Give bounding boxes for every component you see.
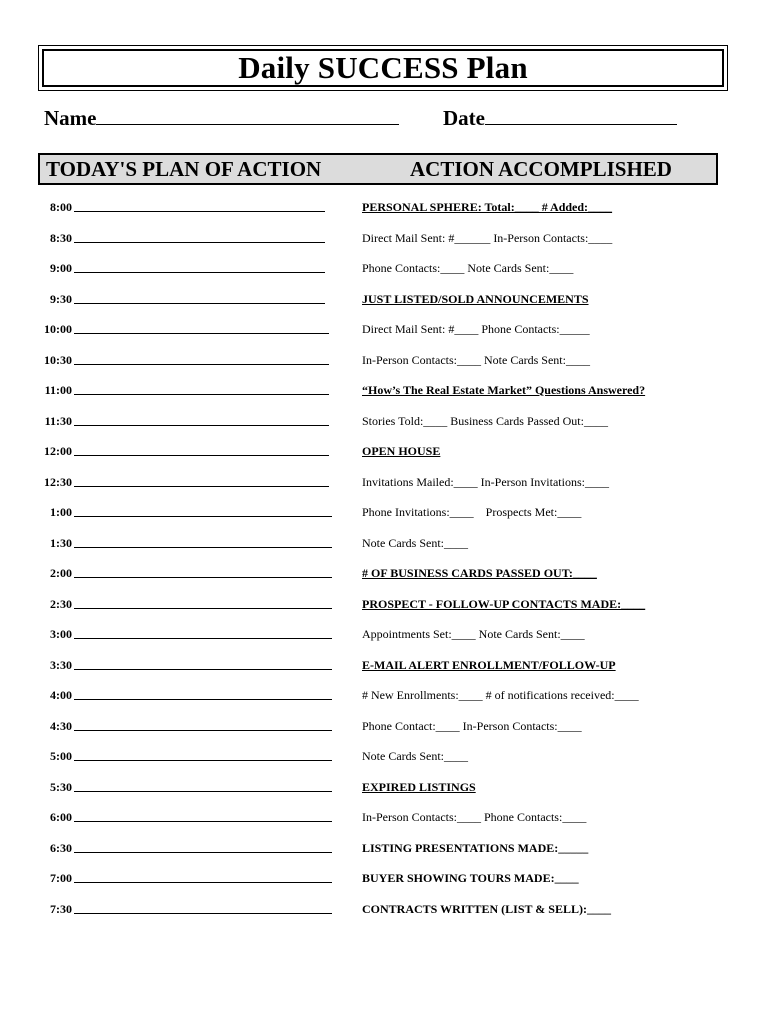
time-label: 12:30: [44, 474, 72, 489]
time-label: 2:00: [50, 566, 72, 580]
time-label: 5:30: [50, 779, 72, 794]
schedule-row: [0, 475, 770, 495]
time-label: 8:00: [50, 200, 72, 214]
schedule-row: [0, 780, 770, 800]
plan-entry-line[interactable]: [74, 597, 332, 609]
time-label: 10:00: [44, 322, 72, 336]
schedule-row: [0, 261, 770, 281]
time-label: 11:00: [44, 383, 72, 397]
time-label: 6:00: [50, 810, 72, 824]
schedule-row: [0, 566, 770, 586]
accomplished-item: Direct Mail Sent: #______ In-Person Contacts:____: [362, 230, 613, 245]
accomplished-item: EXPIRED LISTINGS: [362, 779, 476, 794]
section-header: [38, 153, 718, 185]
schedule-row: [0, 505, 770, 525]
accomplished-item: # New Enrollments:____ # of notifications received:____: [362, 688, 639, 702]
plan-entry-line[interactable]: [74, 841, 332, 853]
accomplished-item: Note Cards Sent:____: [362, 749, 468, 763]
time-label: 5:00: [50, 749, 72, 763]
accomplished-item: # OF BUSINESS CARDS PASSED OUT:____: [362, 566, 597, 580]
plan-entry-line[interactable]: [74, 383, 329, 395]
accomplished-item: Invitations Mailed:____ In-Person Invitations:____: [362, 474, 609, 489]
plan-entry-line[interactable]: [74, 749, 332, 761]
name-underline[interactable]: [96, 106, 399, 125]
plan-entry-line[interactable]: [74, 444, 329, 456]
date-label: Date: [443, 106, 485, 130]
plan-entry-line[interactable]: [74, 658, 332, 670]
plan-entry-line[interactable]: [74, 719, 332, 731]
accomplished-item: Note Cards Sent:____: [362, 535, 468, 550]
time-label: 12:00: [44, 444, 72, 458]
schedule-row: [0, 688, 770, 708]
time-label: 9:00: [50, 261, 72, 275]
accomplished-item: PERSONAL SPHERE: Total:____ # Added:____: [362, 200, 613, 214]
schedule-row: [0, 353, 770, 373]
accomplished-item: Appointments Set:____ Note Cards Sent:____: [362, 627, 585, 641]
time-label: 11:30: [44, 413, 72, 428]
plan-entry-line[interactable]: [74, 780, 332, 792]
accomplished-item: In-Person Contacts:____ Phone Contacts:____: [362, 810, 587, 824]
accomplished-item: In-Person Contacts:____ Note Cards Sent:____: [362, 352, 590, 367]
accomplished-item: LISTING PRESENTATIONS MADE:_____: [362, 840, 589, 855]
schedule-row: [0, 597, 770, 617]
plan-entry-line[interactable]: [74, 414, 329, 426]
plan-entry-line[interactable]: [74, 871, 332, 883]
plan-entry-line[interactable]: [74, 231, 325, 243]
plan-of-action-heading: TODAY'S PLAN OF ACTION: [46, 157, 322, 181]
time-label: 4:30: [50, 718, 72, 733]
plan-entry-line[interactable]: [74, 322, 329, 334]
schedule-row: [0, 322, 770, 342]
schedule-row: [0, 231, 770, 251]
time-label: 10:30: [44, 352, 72, 367]
plan-entry-line[interactable]: [74, 566, 332, 578]
schedule-row: [0, 902, 770, 922]
accomplished-item: BUYER SHOWING TOURS MADE:____: [362, 871, 579, 885]
accomplished-item: Direct Mail Sent: #____ Phone Contacts:_____: [362, 322, 590, 336]
schedule-row: [0, 200, 770, 220]
plan-entry-line[interactable]: [74, 261, 325, 273]
page-title: Daily SUCCESS Plan: [238, 50, 528, 85]
schedule-row: [0, 719, 770, 739]
accomplished-item: Phone Invitations:____ Prospects Met:____: [362, 505, 582, 519]
plan-entry-line[interactable]: [74, 536, 332, 548]
time-label: 7:30: [50, 901, 72, 916]
schedule-row: [0, 414, 770, 434]
schedule-row: [0, 292, 770, 312]
plan-entry-line[interactable]: [74, 902, 332, 914]
schedule-row: [0, 536, 770, 556]
time-label: 2:30: [50, 596, 72, 611]
time-label: 9:30: [50, 291, 72, 306]
plan-entry-line[interactable]: [74, 627, 332, 639]
schedule-row: [0, 383, 770, 403]
title-box: [38, 45, 728, 91]
plan-entry-line[interactable]: [74, 810, 332, 822]
accomplished-item: PROSPECT - FOLLOW-UP CONTACTS MADE:____: [362, 596, 646, 611]
time-label: 6:30: [50, 840, 72, 855]
plan-entry-line[interactable]: [74, 200, 325, 212]
title-frame: [42, 49, 724, 87]
plan-entry-line[interactable]: [74, 505, 332, 517]
accomplished-item: Phone Contact:____ In-Person Contacts:____: [362, 718, 582, 733]
schedule-row: [0, 749, 770, 769]
time-label: 4:00: [50, 688, 72, 702]
schedule-row: [0, 658, 770, 678]
time-label: 1:00: [50, 505, 72, 519]
plan-entry-line[interactable]: [74, 353, 329, 365]
time-label: 1:30: [50, 535, 72, 550]
name-field[interactable]: [44, 106, 399, 131]
schedule-row: [0, 871, 770, 891]
plan-entry-line[interactable]: [74, 292, 325, 304]
accomplished-item: Phone Contacts:____ Note Cards Sent:____: [362, 261, 574, 275]
time-label: 8:30: [50, 230, 72, 245]
schedule-row: [0, 810, 770, 830]
name-label: Name: [44, 106, 97, 130]
accomplished-item: E-MAIL ALERT ENROLLMENT/FOLLOW-UP: [362, 657, 616, 672]
accomplished-item: OPEN HOUSE: [362, 444, 441, 458]
time-label: 3:30: [50, 657, 72, 672]
accomplished-item: JUST LISTED/SOLD ANNOUNCEMENTS: [362, 291, 589, 306]
date-underline[interactable]: [485, 106, 677, 125]
action-accomplished-heading: ACTION ACCOMPLISHED: [410, 157, 672, 181]
time-label: 3:00: [50, 627, 72, 641]
accomplished-item: Stories Told:____ Business Cards Passed Out:____: [362, 413, 608, 428]
plan-entry-line[interactable]: [74, 688, 332, 700]
time-label: 7:00: [50, 871, 72, 885]
schedule-row: [0, 444, 770, 464]
plan-entry-line[interactable]: [74, 475, 329, 487]
accomplished-item: CONTRACTS WRITTEN (LIST & SELL):____: [362, 901, 611, 916]
schedule-row: [0, 841, 770, 861]
schedule-row: [0, 627, 770, 647]
date-field[interactable]: [443, 106, 677, 131]
accomplished-item: “How’s The Real Estate Market” Questions Answered?: [362, 383, 646, 397]
